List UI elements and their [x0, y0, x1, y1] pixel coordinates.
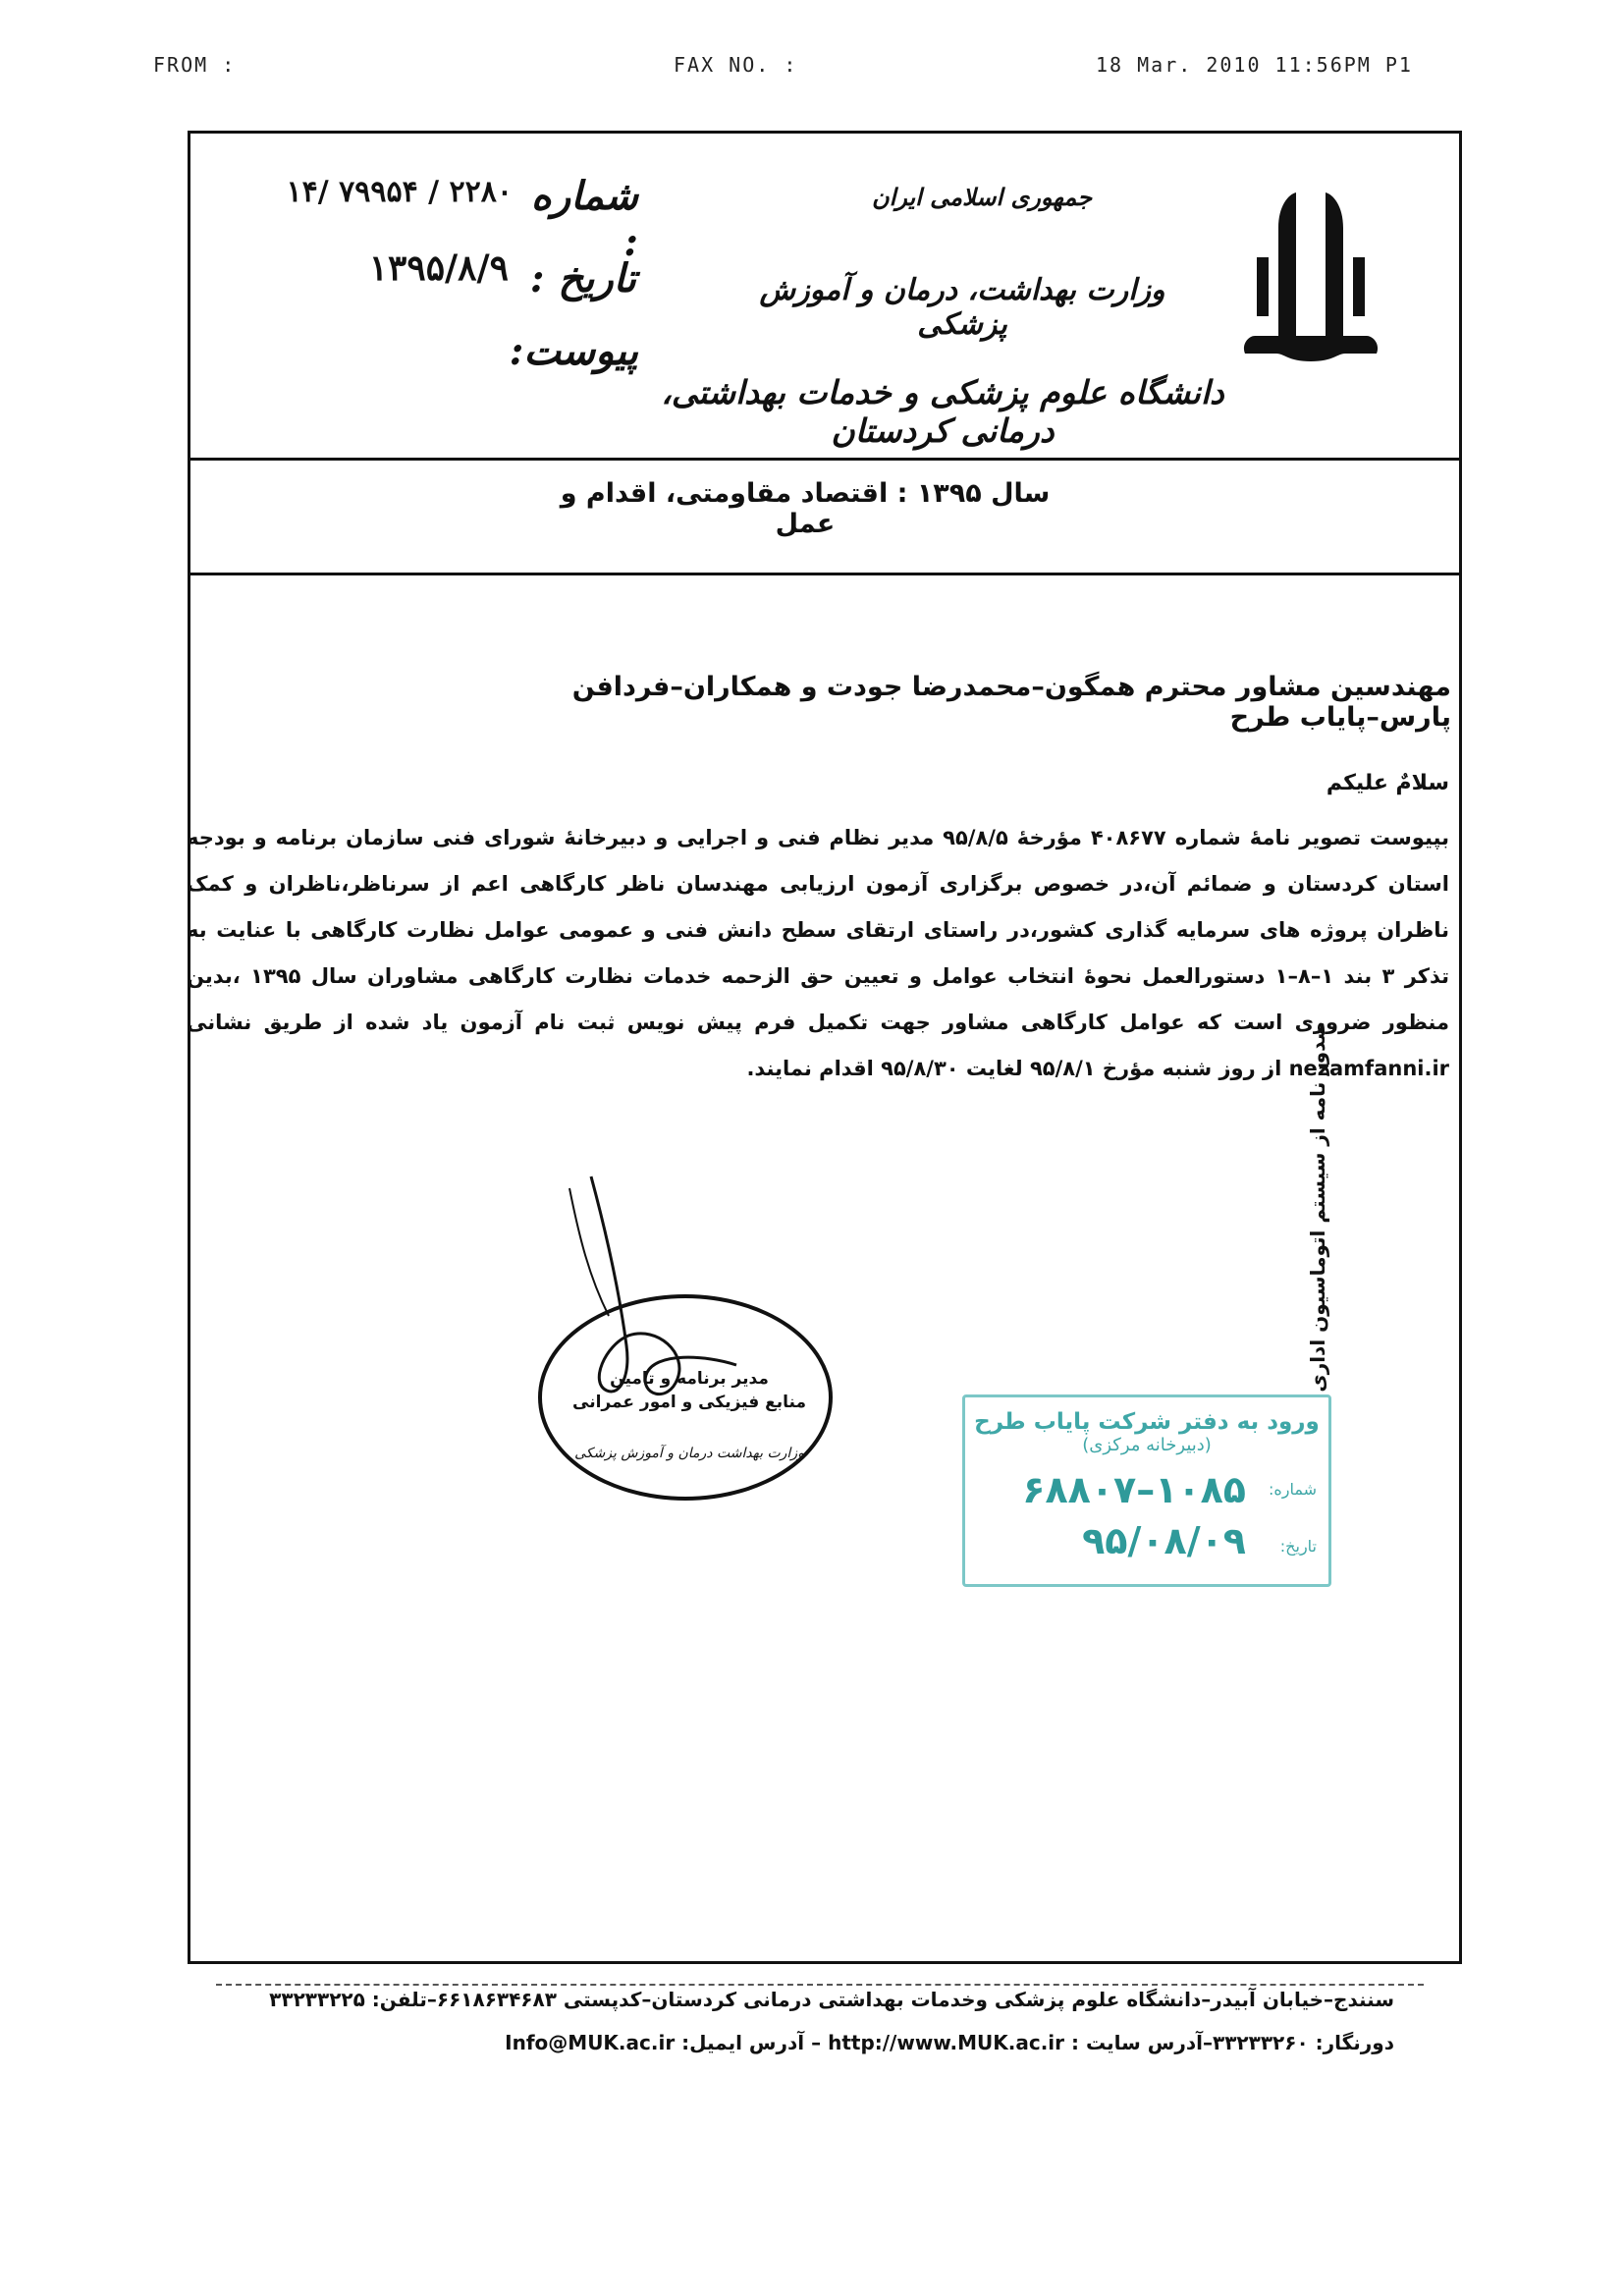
footer-divider	[216, 1984, 1424, 1986]
date-label: تاریخ :	[529, 255, 636, 301]
slogan-divider	[188, 573, 1462, 575]
year-slogan: سال ۱۳۹۵ : اقتصاد مقاومتی، اقدام و عمل	[560, 478, 1051, 539]
fax-from: FROM :	[153, 53, 237, 77]
automation-margin-note: صدور نامه از سیستم اتوماسیون اداری	[1306, 1021, 1329, 1393]
fax-number: FAX NO. :	[674, 53, 798, 77]
university-title: دانشگاه علوم پزشکی و خدمات بهداشتی، درمانی کردستان	[661, 373, 1224, 450]
letter-date: ۱۳۹۵/۸/۹	[368, 247, 509, 289]
republic-title: جمهوری اسلامی ایران	[871, 183, 1093, 211]
number-label: شماره :	[530, 173, 638, 265]
footer-contact: دورنگار: ۳۳۲۳۳۲۶۰–آدرس سایت : http://www.MUK.ac.ir – آدرس ایمیل: Info@MUK.ac.ir	[505, 2031, 1394, 2054]
received-date-label: تاریخ:	[1279, 1537, 1317, 1556]
header-divider	[188, 458, 1462, 461]
letter-body: بپیوست تصویر نامهٔ شماره ۴۰۸۶۷۷ مؤرخهٔ ۹۵/۸/۵ مدیر نظام فنی و اجرایی و دبیرخانهٔ شورای فنی سازمان برنامه و بودجه استان کردستان و ضمائم آن،در خصوص برگزاری آزمون ارزیابی مهندسان ناظر کارگاهی اعم از سرناظر،ناظران و کمک ناظران پروژه های سرمایه گذاری کشور،در راستای ارتقای سطح دانش فنی و عمومی عوامل نظارت کارگاهی با عنایت به تذکر ۳ بند ۱–۸–۱ دستورالعمل نحوهٔ انتخاب عوامل و تعیین حق الزحمه خدمات نظارت کارگاهی مشاوران سال ۱۳۹۵ ،بدین منظور ضروری است که عوامل کارگاهی مشاور جهت تکمیل فرم پیش نویس ثبت نام آزمون یاد شده از طریق نشانی nezamfanni.ir از روز شنبه مؤرخ ۹۵/۸/۱ لغایت ۹۵/۸/۳۰ اقدام نمایند.	[187, 826, 1450, 1080]
letter-number: ۱۴/ ۷۹۹۵۴ / ۲۲۸۰	[286, 175, 513, 209]
university-logo-icon	[1239, 189, 1382, 361]
received-number: ۱۰۸۵–۶۸۸۰۷	[1022, 1468, 1246, 1511]
official-seal	[538, 1294, 833, 1501]
fax-datetime: 18 Mar. 2010 11:56PM P1	[1096, 53, 1413, 77]
seal-ring-text: وزارت بهداشت درمان و آموزش پزشکی	[574, 1446, 804, 1461]
attachment-label: پیوست:	[509, 328, 638, 374]
received-number-label: شماره:	[1268, 1480, 1317, 1499]
letter-greeting: سلامٌ علیکم	[1326, 771, 1449, 795]
letter-recipient: مهندسین مشاور محترم همگون–محمدرضا جودت و همکاران–فردافن پارس–پایاب طرح	[571, 672, 1451, 733]
received-date: ۹۵/۰۸/۰۹	[1082, 1519, 1246, 1562]
received-stamp-subtitle: (دبیرخانه مرکزی)	[1082, 1435, 1212, 1455]
received-stamp	[962, 1394, 1331, 1587]
footer-address: سنندج–خیابان آبیدر–دانشگاه علوم پزشکی وخدمات بهداشتی درمانی کردستان–کدپستی ۶۶۱۸۶۳۴۶۸۳–تلفن: ۳۳۲۳۳۲۲۵	[269, 1988, 1394, 2011]
received-stamp-title: ورود به دفتر شرکت پایاب طرح	[974, 1409, 1320, 1435]
seal-line-2: منابع فیزیکی و امور عمرانی	[572, 1393, 806, 1412]
ministry-title: وزارت بهداشت، درمان و آموزش پزشکی	[759, 273, 1165, 342]
seal-line-1: مدیر برنامه و تامین	[610, 1369, 769, 1389]
